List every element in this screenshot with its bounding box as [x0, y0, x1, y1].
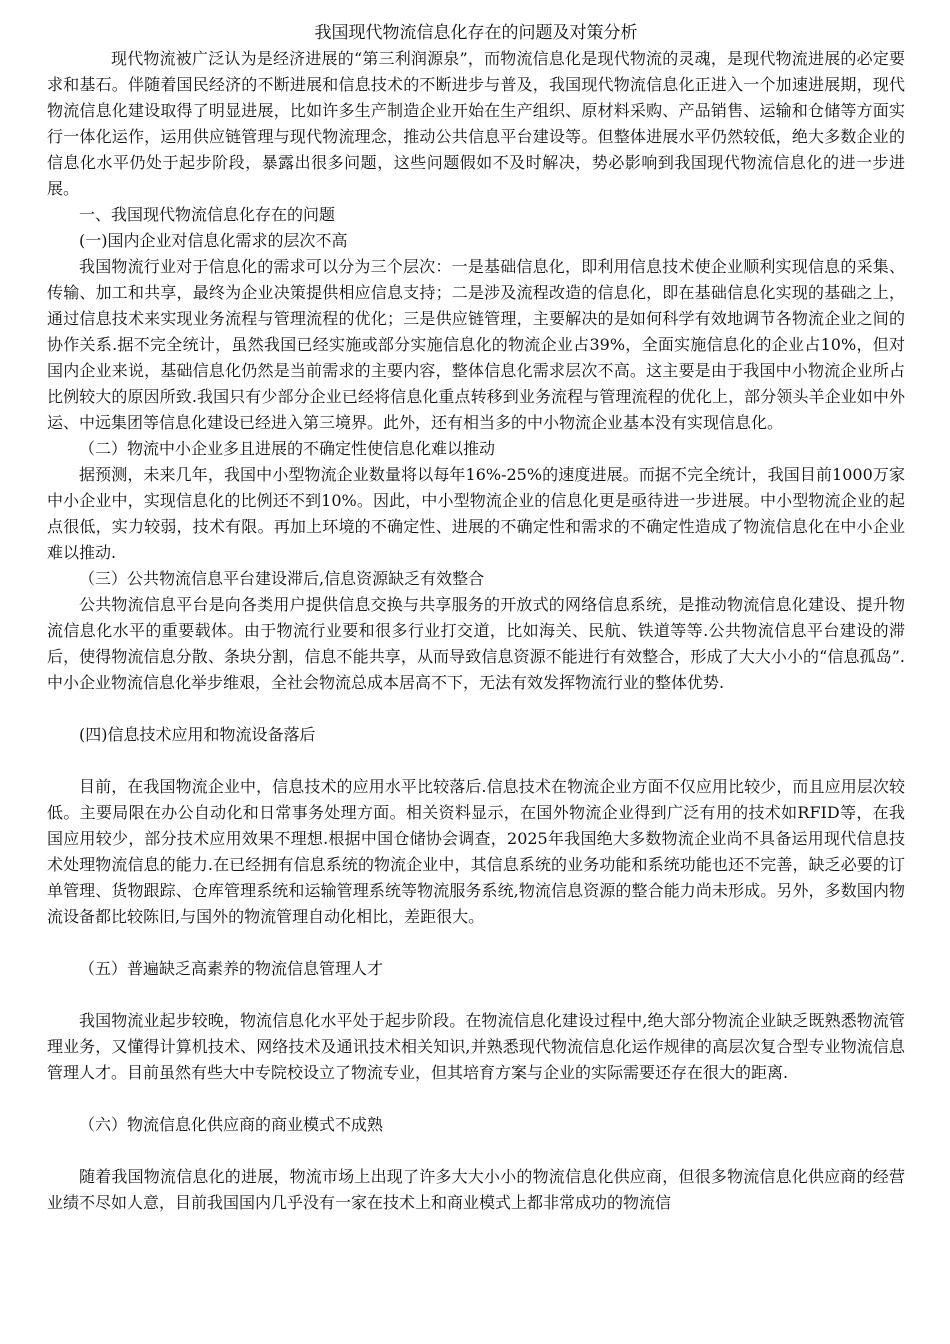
paragraph-4: 目前，在我国物流企业中，信息技术的应用水平比较落后.信息技术在物流企业方面不仅应用比较少，而且应用层次较低。主要局限在办公自动化和日常事务处理方面。相关资料显示，在国外物流企业得到广泛有用的技术如RFID等，在我国应用较少，部分技术应用效果不理想.根据中国仓储协会调查，2025年我国绝大多数物流企业尚不具备运用现代信息技术处理物流信息的能力.在已经拥有信息系统的物流企业中，其信息系统的业务功能和系统功能也还不完善，缺乏必要的订单管理、货物跟踪、仓库管理系统和运输管理系统等物流服务系统,物流信息资源的整合能力尚未形成。另外，多数国内物流设备都比较陈旧,与国外的物流管理自动化相比，差距很大。 [47, 777, 905, 926]
blank-line [47, 696, 905, 722]
subheading-2: （二）物流中小企业多且进展的不确定性使信息化难以推动 [79, 439, 496, 458]
subheading-1: (一)国内企业对信息化需求的层次不高 [79, 231, 348, 250]
paragraph-6: 随着我国物流信息化的进展，物流市场上出现了许多大大小小的物流信息化供应商，但很多物流信息化供应商的经营业绩不尽如人意，目前我国国内几乎没有一家在技术上和商业模式上都非常成功的物流信 [47, 1167, 905, 1212]
document-title: 我国现代物流信息化存在的问题及对策分析 [314, 23, 638, 43]
document-page [47, 20, 905, 1216]
paragraph-1: 我国物流行业对于信息化的需求可以分为三个层次：一是基础信息化，即利用信息技术使企业顺利实现信息的采集、传输、加工和共享，最终为企业决策提供相应信息支持；二是涉及流程改造的信息化，即在基础信息化实现的基础之上，通过信息技术来实现业务流程与管理流程的优化；三是供应链管理，主要解决的是如何科学有效地调节各物流企业之间的协作关系.据不完全统计，虽然我国已经实施或部分实施信息化的物流企业占39%，全面实施信息化的企业占10%，但对国内企业来说，基础信息化仍然是当前需求的主要内容，整体信息化需求层次不高。这主要是由于我国中小物流企业所占比例较大的原因所致.我国只有少部分企业已经将信息化重点转移到业务流程与管理流程的优化上，部分领头羊企业如中外运、中远集团等信息化建设已经进入第三境界。此外，还有相当多的中小物流企业基本没有实现信息化。 [47, 257, 905, 432]
blank-line [47, 748, 905, 774]
paragraph-5: 我国物流业起步较晚，物流信息化水平处于起步阶段。在物流信息化建设过程中,绝大部分物流企业缺乏既熟悉物流管理业务，又懂得计算机技术、网络技术及通讯技术相关知识,并熟悉现代物流信息化运作规律的高层次复合型专业物流信息管理人才。目前虽然有些大中专院校设立了物流专业，但其培育方案与企业的实际需要还存在很大的距离. [47, 1011, 905, 1082]
subheading-4: (四)信息技术应用和物流设备落后 [79, 725, 316, 744]
blank-line [47, 982, 905, 1008]
blank-line [47, 1138, 905, 1164]
paragraph-3: 公共物流信息平台是向各类用户提供信息交换与共享服务的开放式的网络信息系统，是推动物流信息化建设、提升物流信息化水平的重要载体。由于物流行业要和很多行业打交道，比如海关、民航、铁道等等.公共物流信息平台建设的滞后，使得物流信息分散、条块分割，信息不能共享，从而导致信息资源不能进行有效整合，形成了大大小小的“信息孤岛”.中小企业物流信息化举步维艰，全社会物流总成本居高不下，无法有效发挥物流行业的整体优势. [47, 595, 905, 692]
subheading-5: （五）普遍缺乏高素养的物流信息管理人才 [79, 959, 384, 978]
subheading-3: （三）公共物流信息平台建设滞后,信息资源缺乏有效整合 [79, 569, 485, 588]
blank-line [47, 930, 905, 956]
intro-paragraph: 现代物流被广泛认为是经济进展的“第三利润源泉”，而物流信息化是现代物流的灵魂，是现代物流进展的必定要求和基石。伴随着国民经济的不断进展和信息技术的不断进步与普及，我国现代物流信息化正进入一个加速进展期，现代物流信息化建设取得了明显进展，比如许多生产制造企业开始在生产组织、原材料采购、产品销售、运输和仓储等方面实行一体化运作，运用供应链管理与现代物流理念，推动公共信息平台建设等。但整体进展水平仍然较低，绝大多数企业的信息化水平仍处于起步阶段，暴露出很多问题，这些问题假如不及时解决，势必影响到我国现代物流信息化的进一步进展。 [47, 49, 905, 198]
paragraph-2: 据预测，未来几年，我国中小型物流企业数量将以每年16%-25%的速度进展。而据不完全统计，我国目前1000万家中小企业中，实现信息化的比例还不到10%。因此，中小型物流企业的信息化更是亟待进一步进展。中小型物流企业的起点很低，实力较弱，技术有限。再加上环境的不确定性、进展的不确定性和需求的不确定性造成了物流信息化在中小企业难以推动. [47, 465, 905, 562]
blank-line [47, 1086, 905, 1112]
section-heading-1: 一、我国现代物流信息化存在的问题 [79, 205, 336, 224]
subheading-6: （六）物流信息化供应商的商业模式不成熟 [79, 1115, 384, 1134]
